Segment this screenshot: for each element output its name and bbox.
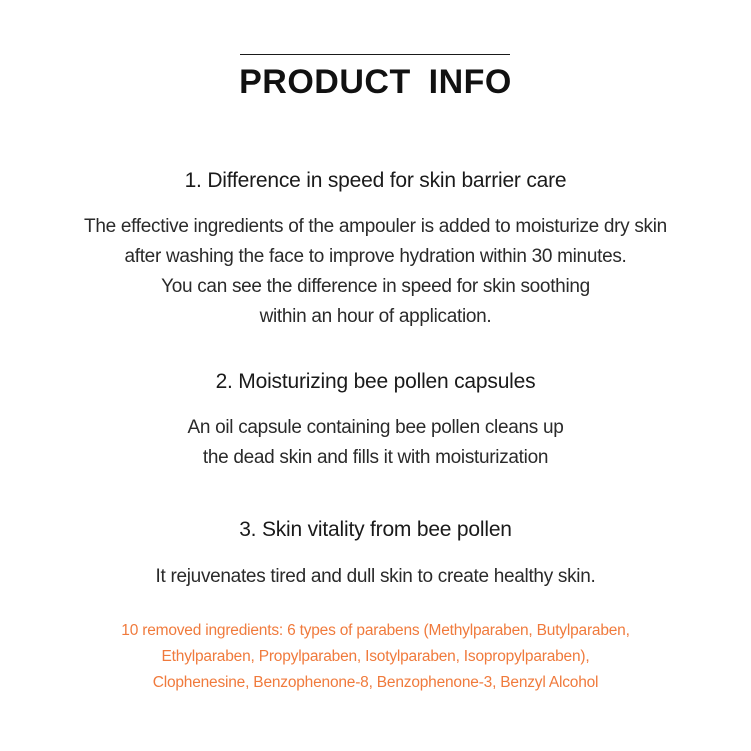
- notice-line: 10 removed ingredients: 6 types of parabens (Methylparaben, Butylparaben,: [121, 622, 630, 639]
- title-top-rule: [240, 54, 510, 55]
- section-1-line: within an hour of application.: [259, 306, 492, 327]
- section-1-line: after washing the face to improve hydration within 30 minutes.: [124, 246, 627, 267]
- section-1-body: [0, 212, 751, 332]
- section-2-line: the dead skin and fills it with moisturization: [202, 447, 549, 468]
- section-3-line: It rejuvenates tired and dull skin to create healthy skin.: [155, 566, 596, 587]
- section-3-body: [0, 562, 751, 592]
- removed-ingredients-notice: [0, 618, 751, 696]
- section-1-heading: 1. Difference in speed for skin barrier care: [184, 169, 567, 192]
- section-3-heading: 3. Skin vitality from bee pollen: [239, 518, 512, 541]
- section-2-line: An oil capsule containing bee pollen cleans up: [187, 417, 564, 438]
- section-2-body: [0, 413, 751, 473]
- page-title: PRODUCT INFO: [239, 63, 512, 101]
- notice-line: Ethylparaben, Propylparaben, Isotylparaben, Isopropylparaben),: [161, 648, 590, 665]
- section-1-line: You can see the difference in speed for skin soothing: [161, 276, 590, 297]
- section-1-line: The effective ingredients of the ampouler is added to moisturize dry skin: [84, 216, 667, 237]
- notice-line: Clophenesine, Benzophenone-8, Benzophenone-3, Benzyl Alcohol: [152, 674, 599, 691]
- section-2-heading: 2. Moisturizing bee pollen capsules: [215, 370, 536, 393]
